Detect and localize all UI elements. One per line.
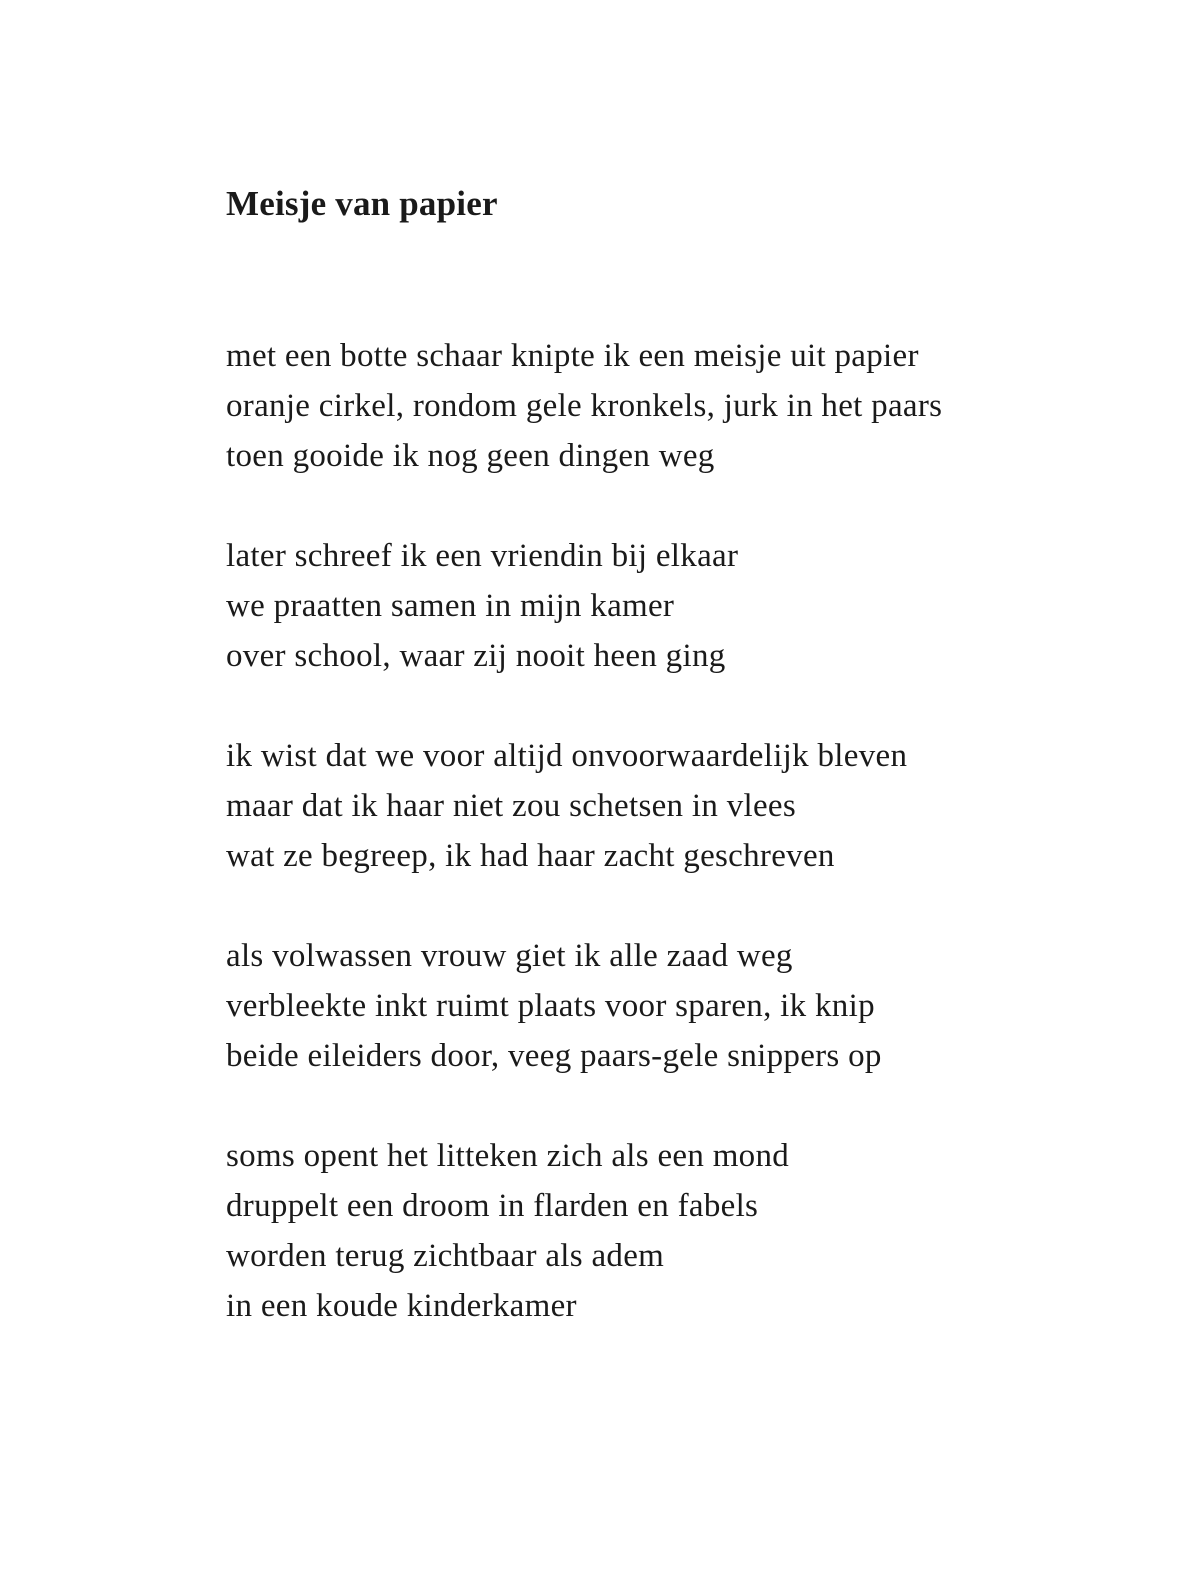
stanza-5 [226, 1131, 1126, 1331]
poem-line: met een botte schaar knipte ik een meisje uit papier [226, 338, 919, 374]
poem-line: beide eileiders door, veeg paars-gele snippers op [226, 1038, 882, 1074]
poem-line: oranje cirkel, rondom gele kronkels, jurk in het paars [226, 388, 943, 424]
poem-line: ik wist dat we voor altijd onvoorwaardelijk bleven [226, 738, 908, 774]
poem-line: wat ze begreep, ik had haar zacht geschreven [226, 838, 835, 874]
poem-line: als volwassen vrouw giet ik alle zaad weg [226, 938, 793, 974]
poem-line: verbleekte inkt ruimt plaats voor sparen, ik knip [226, 988, 875, 1024]
stanza-4 [226, 931, 1126, 1081]
poem-line: later schreef ik een vriendin bij elkaar [226, 538, 739, 574]
poem-line: maar dat ik haar niet zou schetsen in vlees [226, 788, 797, 824]
poem-line: over school, waar zij nooit heen ging [226, 638, 726, 674]
poem-title: Meisje van papier [226, 184, 498, 223]
stanza-2 [226, 531, 1126, 681]
poem-line: druppelt een droom in flarden en fabels [226, 1188, 759, 1224]
poem-body [226, 331, 1126, 1381]
poem-line: toen gooide ik nog geen dingen weg [226, 438, 715, 474]
stanza-3 [226, 731, 1126, 881]
poem-line: we praatten samen in mijn kamer [226, 588, 675, 624]
poem-line: in een koude kinderkamer [226, 1288, 577, 1324]
stanza-1 [226, 331, 1126, 481]
poem-line: worden terug zichtbaar als adem [226, 1238, 665, 1274]
poem-line: soms opent het litteken zich als een mond [226, 1138, 790, 1174]
